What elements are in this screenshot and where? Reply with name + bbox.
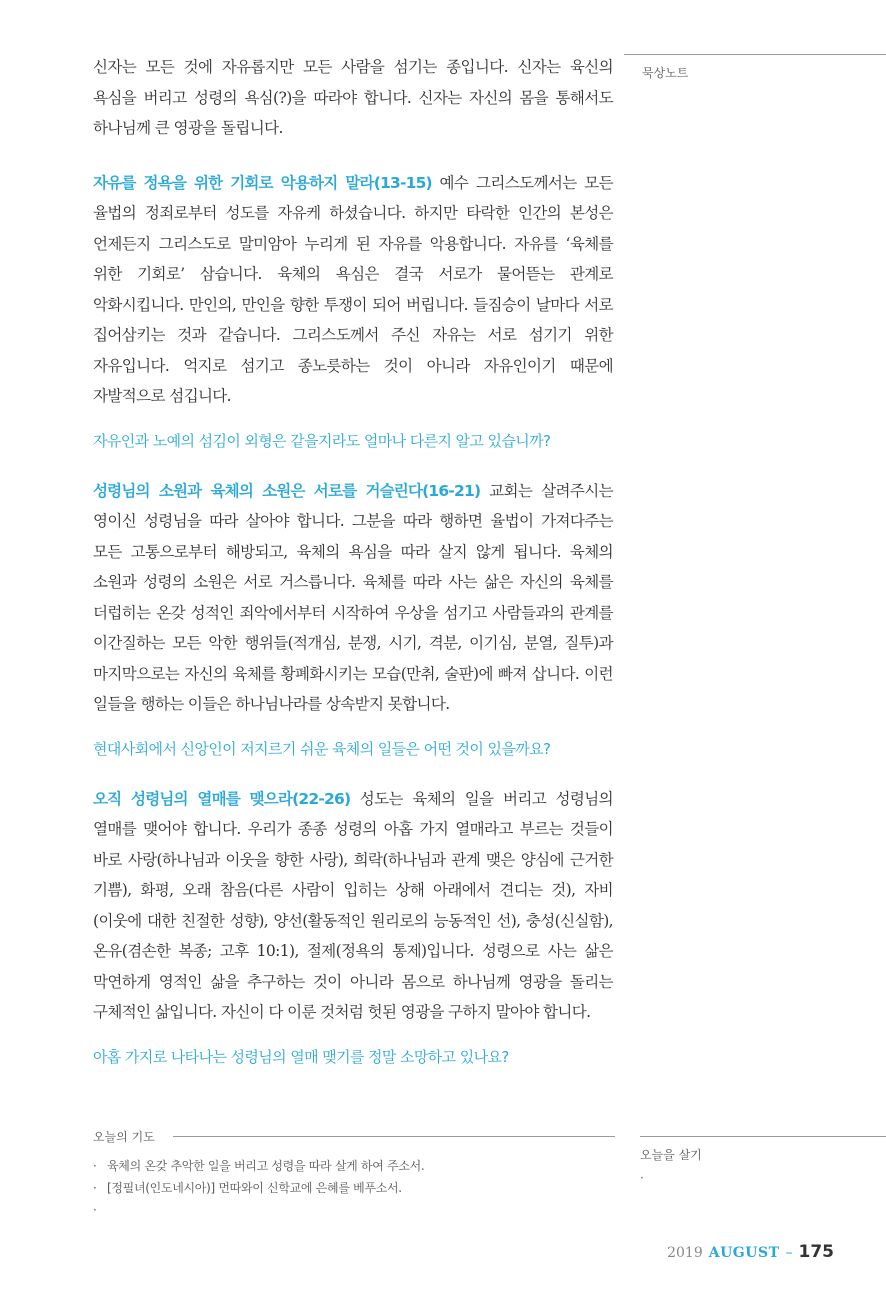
prayer-header — [93, 1128, 615, 1145]
footer-month: AUGUST — [708, 1245, 780, 1261]
section-2-question: 현대사회에서 신앙인이 저지르기 쉬운 육체의 일들은 어떤 것이 있을까요? — [93, 739, 551, 758]
footer-dash: – — [785, 1245, 793, 1261]
prayer-list — [93, 1155, 615, 1221]
section-1-heading: 자유를 정욕을 위한 기회로 악용하지 말라(13-15) — [93, 173, 432, 192]
bullet-icon: · — [640, 1171, 644, 1185]
page-footer — [667, 1242, 834, 1262]
footer-year: 2019 — [667, 1245, 703, 1261]
prayer-divider — [173, 1136, 615, 1137]
living-today-title: 오늘을 살기 — [640, 1148, 702, 1162]
bullet-icon: · — [93, 1181, 97, 1195]
section-2-paragraph — [93, 476, 613, 720]
meditation-divider — [624, 54, 886, 55]
prayer-item — [93, 1199, 615, 1221]
section-3-paragraph — [93, 784, 613, 1028]
todays-prayer — [93, 1128, 615, 1221]
section-3-body: 성도는 육체의 일을 버리고 성령님의 열매를 맺어야 합니다. 우리가 종종 성령의 아홉 가지 열매라고 부르는 것들이 바로 사랑(하나님과 이웃을 향한 사랑), 희락(하나님과 관계 맺은 양심에 근거한 기쁨), 화평, 오래 참음(다른 사람이 입히는 상해 아래에서 견디는 것), 자비(이웃에 대한 친절한 성향), 양선(활동적인 원리로의 능동적인 선), 충성(신실함), 온유(겸손한 복종; 고후 10:1), 절제(정욕의 통제)입니다. 성령으로 사는 삶은 막연하게 영적인 삶을 추구하는 것이 아니라 몸으로 하나님께 영광을 돌리는 구체적인 삶입니다. 자신이 다 이룬 것처럼 헛된 영광을 구하지 말아야 합니다. — [93, 789, 613, 1021]
meditation-note-sidebar — [624, 54, 886, 81]
section-3-question: 아홉 가지로 나타나는 성령님의 열매 맺기를 정말 소망하고 있나요? — [93, 1047, 509, 1066]
bullet-icon: · — [93, 1159, 97, 1173]
main-column — [93, 52, 613, 1092]
prayer-title: 오늘의 기도 — [93, 1130, 155, 1144]
prayer-item-text: [정필녀(인도네시아)] 먼따와이 신학교에 은혜를 베푸소서. — [107, 1181, 402, 1195]
section-1-question: 자유인과 노예의 섬김이 외형은 같을지라도 얼마나 다른지 알고 있습니까? — [93, 431, 551, 450]
section-1-paragraph — [93, 168, 613, 412]
meditation-note-label: 묵상노트 — [642, 66, 689, 80]
prayer-item — [93, 1177, 615, 1199]
living-today-divider — [640, 1136, 886, 1137]
page-number: 175 — [798, 1242, 834, 1262]
section-1-body: 예수 그리스도께서는 모든 율법의 정죄로부터 성도를 자유케 하셨습니다. 하지만 타락한 인간의 본성은 언제든지 그리스도로 말미암아 누리게 된 자유를 악용합니다. 자유를 ‘육체를 위한 기회로’ 삼습니다. 육체의 욕심은 결국 서로가 물어뜯는 관계로 악화시킵니다. 만인의, 만인을 향한 투쟁이 되어 버립니다. 들짐승이 날마다 서로 집어삼키는 것과 같습니다. 그리스도께서 주신 자유는 서로 섬기기 위한 자유입니다. 억지로 섬기고 종노릇하는 것이 아니라 자유인이기 때문에 자발적으로 섬깁니다. — [93, 173, 613, 405]
prayer-item — [93, 1155, 615, 1177]
prayer-item-text: 육체의 온갖 추악한 일을 버리고 성령을 따라 살게 하여 주소서. — [107, 1159, 425, 1173]
section-3-heading: 오직 성령님의 열매를 맺으라(22-26) — [93, 789, 351, 808]
living-today-box — [640, 1136, 886, 1185]
bullet-icon: · — [93, 1203, 97, 1217]
section-2-heading: 성령님의 소원과 육체의 소원은 서로를 거슬린다(16-21) — [93, 481, 481, 500]
intro-paragraph: 신자는 모든 것에 자유롭지만 모든 사람을 섬기는 종입니다. 신자는 육신의 욕심을 버리고 성령의 욕심(?)을 따라야 합니다. 신자는 자신의 몸을 통해서도 하나님께 큰 영광을 돌립니다. — [93, 58, 613, 137]
section-2-body: 교회는 살려주시는 영이신 성령님을 따라 살아야 합니다. 그분을 따라 행하면 율법이 가져다주는 모든 고통으로부터 해방되고, 육체의 욕심을 따라 살지 않게 됩니다. 육체의 소원과 성령의 소원은 서로 거스릅니다. 육체를 따라 사는 삶은 자신의 육체를 더럽히는 온갖 성적인 죄악에서부터 시작하여 우상을 섬기고 사람들과의 관계를 이간질하는 모든 악한 행위들(적개심, 분쟁, 시기, 격분, 이기심, 분열, 질투)과 마지막으로는 자신의 육체를 황폐화시키는 모습(만취, 술판)에 빠져 삽니다. 이런 일들을 행하는 이들은 하나님나라를 상속받지 못합니다. — [93, 481, 613, 713]
